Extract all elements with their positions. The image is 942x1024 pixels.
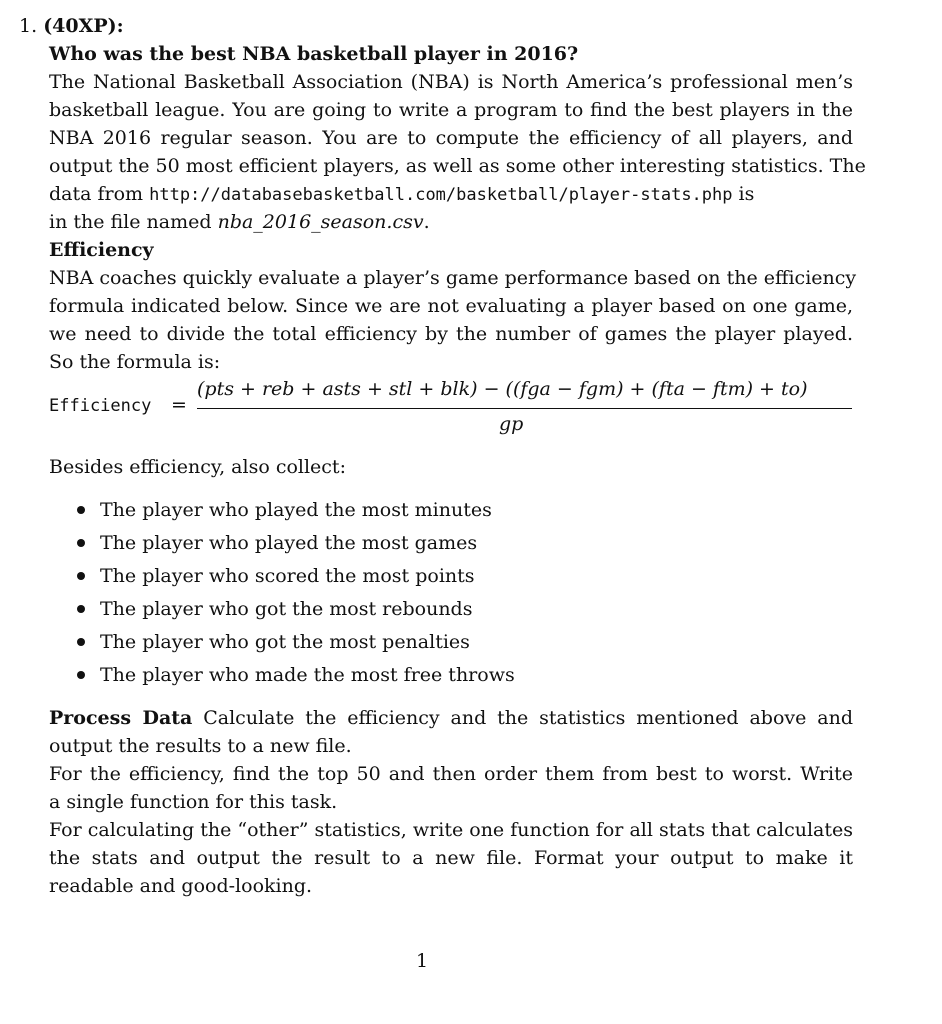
intro-line-5 [49,180,754,209]
efficiency-line-3: we need to divide the total efficiency by the number of games the player played. [49,323,853,345]
data-filename: nba_2016_season.csv [217,211,424,233]
list-item-text: The player who played the most games [100,532,478,554]
process-line-3: For the efficiency, find the top 50 and then order them from best to worst. Write [49,763,853,785]
list-item-text: The player who played the most minutes [100,499,492,521]
process-heading: Process Data [49,707,193,729]
process-line-5: For calculating the “other” statistics, write one function for all stats that calculates [49,819,853,841]
bullet-icon [77,506,85,514]
list-item [74,528,515,561]
question-header [19,12,124,40]
list-item [74,561,515,594]
process-line-1-text: Calculate the efficiency and the statistics mentioned above and [192,707,853,729]
intro-line-2: basketball league. You are going to write a program to find the best players in the [49,99,853,121]
stats-list [74,495,515,693]
formula-equals: = [171,394,187,416]
intro-line-6 [49,208,430,236]
data-source-url[interactable]: http://databasebasketball.com/basketball/player-stats.php [149,185,733,205]
intro-line-4: output the 50 most efficient players, as well as some other interesting statistics. The [49,155,866,177]
list-item [74,627,515,660]
intro-line-6-pre: in the file named [49,211,218,233]
efficiency-line-4: So the formula is: [49,351,221,373]
bullet-icon [77,638,85,646]
list-item [74,495,515,528]
process-line-1 [49,704,853,732]
process-line-6: the stats and output the result to a new file. Format your output to make it [49,847,853,869]
list-item-text: The player who got the most rebounds [100,598,473,620]
bullet-icon [77,572,85,580]
efficiency-formula [49,378,849,448]
formula-label: Efficiency [49,396,152,416]
intro-line-5-pre: data from [49,183,150,205]
question-number: 1. [19,15,38,37]
process-line-7: readable and good-looking. [49,875,313,897]
list-item-text: The player who scored the most points [100,565,475,587]
process-line-4: a single function for this task. [49,791,338,813]
bullet-icon [77,539,85,547]
efficiency-line-1: NBA coaches quickly evaluate a player’s game performance based on the efficiency [49,267,857,289]
bullet-icon [77,605,85,613]
intro-line-3: NBA 2016 regular season. You are to compute the efficiency of all players, and [49,127,853,149]
intro-line-1: The National Basketball Association (NBA) is North America’s professional men’s [49,71,853,93]
intro-line-6-post: . [423,211,430,233]
question-xp: (40XP): [43,15,124,37]
formula-denominator: gp [499,413,524,435]
formula-numerator: (pts + reb + asts + stl + blk) − ((fga − fgm) + (fta − ftm) + to) [197,378,808,400]
efficiency-heading: Efficiency [49,239,154,261]
efficiency-line-2: formula indicated below. Since we are not evaluating a player based on one game, [49,295,853,317]
list-item-text: The player who made the most free throws [100,664,515,686]
list-item [74,594,515,627]
bullet-icon [77,671,85,679]
besides-line: Besides efficiency, also collect: [49,456,346,478]
list-item [74,660,515,693]
intro-line-5-post: is [732,183,755,205]
page-number: 1 [416,950,429,972]
question-title: Who was the best NBA basketball player in 2016? [49,43,579,65]
list-item-text: The player who got the most penalties [100,631,470,653]
process-line-2: output the results to a new file. [49,735,352,757]
fraction-bar [197,408,852,409]
